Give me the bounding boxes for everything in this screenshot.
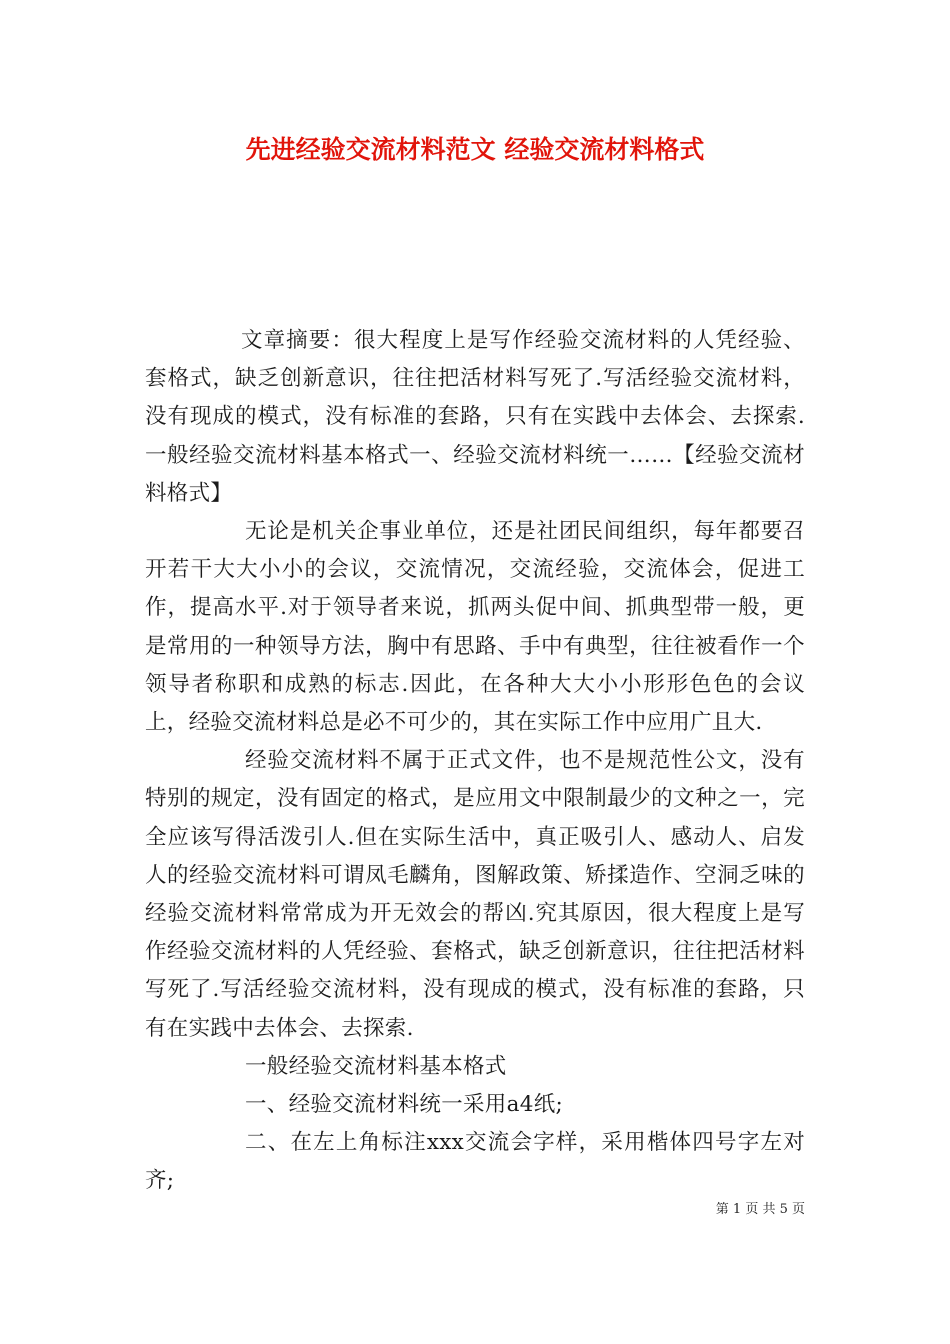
page-number: 第 1 页 共 5 页	[715, 1202, 805, 1217]
body-paragraph: 无论是机关企事业单位，还是社团民间组织，每年都要召开若干大大小小的会议，交流情况，交流经验，交流体会，促进工作，提高水平.对于领导者来说，抓两头促中间、抓典型带一般，更是常用的一种领导方法，胸中有思路、手中有典型，往往被看作一个领导者称职和成熟的标志.因此，在各种大大小小形形色色的会议上，经验交流材料总是必不可少的，其在实际工作中应用广且大.	[145, 519, 805, 736]
abstract-paragraph: 文章摘要：很大程度上是写作经验交流材料的人凭经验、套格式，缺乏创新意识，往往把活材料写死了.写活经验交流材料，没有现成的模式，没有标准的套路，只有在实践中去体会、去探索.一般经验交流材料基本格式一、经验交流材料统一……【经验交流材料格式】	[145, 328, 805, 506]
list-item: 二、在左上角标注xxx交流会字样，采用楷体四号字左对齐;	[145, 1130, 805, 1194]
section-heading: 一般经验交流材料基本格式	[245, 1053, 507, 1079]
document-title: 先进经验交流材料范文 经验交流材料格式	[245, 135, 705, 164]
list-item: 一、经验交流材料统一采用a4纸;	[245, 1092, 564, 1118]
document-body	[145, 322, 805, 1201]
body-paragraph: 经验交流材料不属于正式文件，也不是规范性公文，没有特别的规定，没有固定的格式，是应用文中限制最少的文种之一，完全应该写得活泼引人.但在实际生活中，真正吸引人、感动人、启发人的经验交流材料可谓凤毛麟角，图解政策、矫揉造作、空洞乏味的经验交流材料常常成为开无效会的帮凶.究其原因，很大程度上是写作经验交流材料的人凭经验、套格式，缺乏创新意识，往往把活材料写死了.写活经验交流材料，没有现成的模式，没有标准的套路，只有在实践中去体会、去探索.	[145, 748, 805, 1041]
